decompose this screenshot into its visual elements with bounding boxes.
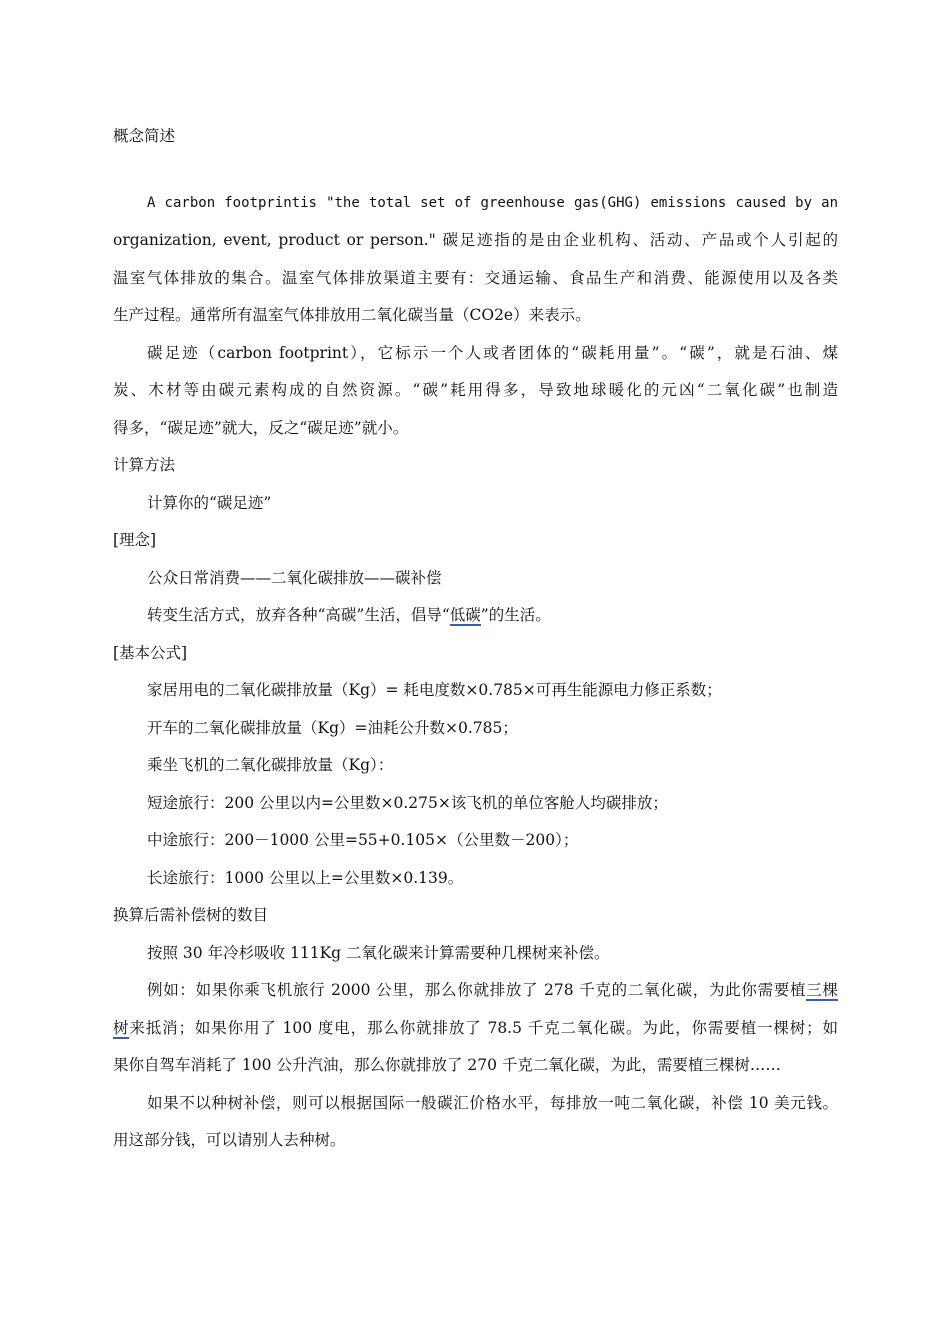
formula-line: 中途旅行：200－1000 公里=55+0.105×（公里数－200）；	[147, 831, 579, 849]
spacer	[113, 156, 838, 185]
paragraph-line: 公众日常消费——二氧化碳排放——碳补偿	[147, 568, 442, 587]
formula-line: 家居用电的二氧化碳排放量（Kg）= 耗电度数×0.785×可再生能源电力修正系数；	[147, 681, 722, 699]
section-heading-trees: 换算后需补偿树的数目	[113, 906, 269, 924]
formula-line: 短途旅行：200 公里以内=公里数×0.275×该飞机的单位客舱人均碳排放；	[147, 793, 668, 812]
section-heading-overview: 概念简述	[113, 127, 176, 145]
paragraph-line	[113, 597, 838, 635]
text-run: 转变生活方式，放弃各种“高碳”生活，倡导“	[147, 606, 450, 624]
paragraph-line	[113, 1010, 838, 1048]
paragraph-line: organization, event, product or person." 碳足迹指的是由企业机构、活动、产品或个人引起的	[113, 231, 838, 249]
three-trees-link[interactable]: 三棵	[806, 981, 838, 999]
formula-line: 乘坐飞机的二氧化碳排放量（Kg）：	[147, 756, 394, 774]
text-run: 例如：如果你乘飞机旅行 2000 公里，那么你就排放了 278 千克的二氧化碳，为此你需要植	[147, 981, 807, 999]
section-heading-method: 计算方法	[113, 456, 176, 474]
paragraph-line: 温室气体排放的集合。温室气体排放渠道主要有：交通运输、食品生产和消费、能源使用以及各类	[113, 268, 838, 287]
paragraph-line: 按照 30 年冷杉吸收 111Kg 二氧化碳来计算需要种几棵树来补偿。	[147, 943, 610, 962]
paragraph-line: 生产过程。通常所有温室气体排放用二氧化碳当量（CO2e）来表示。	[113, 306, 591, 324]
text-run: 来抵消；如果你用了 100 度电，那么你就排放了 78.5 千克二氧化碳。为此，你需要植一棵树；如	[129, 1018, 838, 1037]
three-trees-link-cont[interactable]: 树	[113, 1018, 130, 1037]
low-carbon-link[interactable]: 低碳	[449, 606, 481, 624]
paragraph-line: 如果不以种树补偿，则可以根据国际一般碳汇价格水平，每排放一吨二氧化碳，补偿 10 美元钱。	[147, 1093, 838, 1112]
formula-line: 长途旅行：1000 公里以上=公里数×0.139。	[147, 868, 464, 887]
paragraph-line: 炭、木材等由碳元素构成的自然资源。“碳”耗用得多，导致地球暖化的元凶“二氧化碳”也制造	[113, 381, 838, 399]
paragraph-line: A carbon footprintis "the total set of greenhouse gas(GHG) emissions caused by an	[147, 194, 838, 211]
paragraph-line: 计算你的“碳足迹”	[147, 493, 272, 512]
paragraph-line: 得多，“碳足迹”就大，反之“碳足迹”就小。	[113, 418, 409, 437]
paragraph-line	[113, 972, 838, 1010]
paragraph-line: 果你自驾车消耗了 100 公升汽油，那么你就排放了 270 千克二氧化碳，为此，需要植三棵树……	[113, 1056, 781, 1074]
paragraph-line: 用这部分钱，可以请别人去种树。	[113, 1131, 346, 1149]
subheading-concept: [理念]	[113, 531, 157, 549]
document-body	[113, 118, 838, 1160]
text-run: ”的生活。	[480, 606, 551, 624]
formula-line: 开车的二氧化碳排放量（Kg）=油耗公升数×0.785；	[147, 718, 518, 737]
subheading-formula: [基本公式]	[113, 643, 188, 662]
paragraph-line: 碳足迹（carbon footprint），它标示一个人或者团体的“碳耗用量”。“碳”，就是石油、煤	[147, 343, 838, 362]
